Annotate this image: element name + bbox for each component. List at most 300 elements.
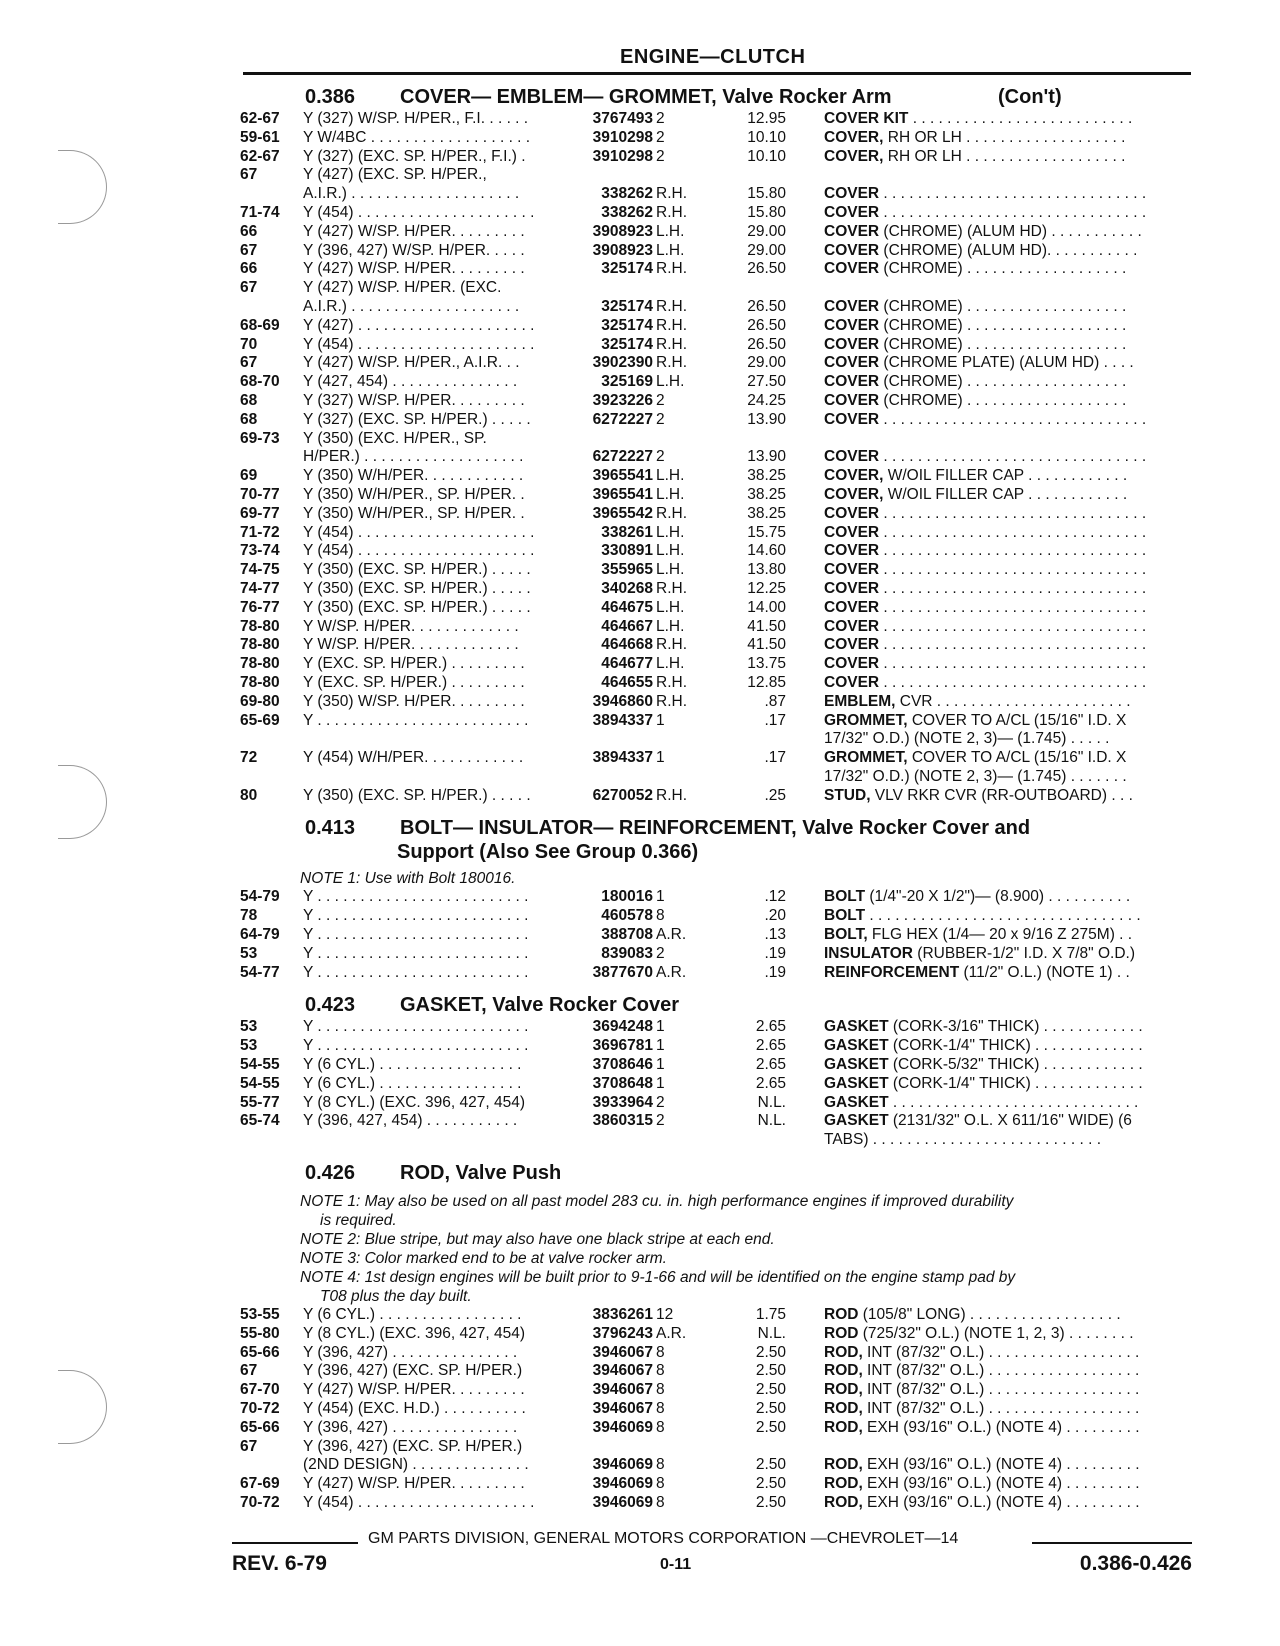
- part-name-detail: . . . . . . . . . . . . . . . . . . . . . . . . . . . . . . .: [879, 523, 1147, 541]
- table-row: [240, 204, 1192, 223]
- part-name: [824, 1381, 1194, 1400]
- application-desc: Y (454) . . . . . . . . . . . . . . . . . . . . .: [303, 335, 535, 353]
- list-price: 12.25: [747, 579, 786, 597]
- model-years: 67-70: [240, 1381, 280, 1399]
- table-row: [240, 1325, 1192, 1344]
- application-desc: Y (427) W/SP. H/PER. . . . . . . . .: [303, 222, 525, 240]
- application-desc: Y (427) (EXC. SP. H/PER.,: [303, 166, 487, 184]
- part-name-detail: . . . . . . . . . . . . . . . . . . . . . . . . . . . . .: [888, 1093, 1139, 1111]
- part-name-detail: (CHROME) . . . . . . . . . . . . . . . . . . .: [879, 391, 1127, 409]
- part-name-detail: RH OR LH . . . . . . . . . . . . . . . . . . .: [883, 147, 1126, 165]
- part-number: 180016: [601, 888, 653, 906]
- model-years: 67: [240, 279, 258, 297]
- part-name: [824, 1075, 1194, 1094]
- part-name-detail: W/OIL FILLER CAP . . . . . . . . . . . .: [883, 485, 1128, 503]
- part-number: 338262: [601, 185, 653, 203]
- section-code: 0.426: [305, 1162, 356, 1185]
- model-years: 69-73: [240, 429, 280, 447]
- part-name-bold: COVER: [824, 185, 880, 203]
- quantity: L.H.: [656, 598, 685, 616]
- part-number: 325174: [601, 260, 653, 278]
- section-title: BOLT— INSULATOR— REINFORCEMENT, Valve Rocker Cover and: [400, 817, 1031, 840]
- part-number: 464677: [601, 655, 653, 673]
- section-note: NOTE 3: Color marked end to be at valve rocker arm.: [300, 1250, 667, 1268]
- section-code: 0.423: [305, 994, 356, 1017]
- application-desc: Y (454) . . . . . . . . . . . . . . . . . . . . .: [303, 203, 535, 221]
- list-price: 2.65: [755, 1056, 786, 1074]
- part-number: 3908923: [592, 222, 653, 240]
- list-price: 13.75: [747, 655, 786, 673]
- application-desc: Y (350) (EXC. SP. H/PER.) . . . . .: [303, 579, 531, 597]
- part-name-bold: ROD: [824, 1306, 859, 1324]
- part-number: 355965: [601, 561, 653, 579]
- list-price: 26.50: [747, 316, 786, 334]
- list-price: 13.90: [747, 410, 786, 428]
- model-years: 69: [240, 467, 258, 485]
- part-name: [824, 486, 1194, 505]
- table-row: [240, 1131, 1192, 1150]
- model-years: 54-79: [240, 888, 280, 906]
- table-row: [240, 1306, 1192, 1325]
- list-price: 38.25: [747, 485, 786, 503]
- model-years: 59-61: [240, 128, 280, 146]
- part-name-detail: CVR . . . . . . . . . . . . . . . . . . . . . . .: [895, 692, 1131, 710]
- part-name: [824, 655, 1194, 674]
- quantity: 2: [656, 147, 665, 165]
- application-desc: Y . . . . . . . . . . . . . . . . . . . . . . . . .: [303, 944, 529, 962]
- part-number: 3946067: [592, 1343, 653, 1361]
- part-name-detail: EXH (93/16" O.L.) (NOTE 4) . . . . . . . . .: [862, 1475, 1140, 1493]
- application-desc: H/PER.) . . . . . . . . . . . . . . . . . . .: [303, 448, 524, 466]
- model-years: 69-77: [240, 504, 280, 522]
- table-row: [240, 1094, 1192, 1113]
- application-desc: Y (6 CYL.) . . . . . . . . . . . . . . . . .: [303, 1306, 522, 1324]
- part-name: [824, 148, 1194, 167]
- model-years: 55-80: [240, 1324, 280, 1342]
- part-number: 3946067: [592, 1381, 653, 1399]
- application-desc: Y (6 CYL.) . . . . . . . . . . . . . . . . .: [303, 1056, 522, 1074]
- table-row: [240, 730, 1192, 749]
- part-name-detail: INT (87/32" O.L.) . . . . . . . . . . . . . . . . . .: [862, 1400, 1140, 1418]
- part-number: 3910298: [592, 147, 653, 165]
- model-years: 62-67: [240, 147, 280, 165]
- part-name: [824, 467, 1194, 486]
- table-row: [240, 486, 1192, 505]
- list-price: 2.50: [755, 1343, 786, 1361]
- list-price: 2.50: [755, 1381, 786, 1399]
- section-note: NOTE 2: Blue stripe, but may also have one black stripe at each end.: [300, 1231, 775, 1249]
- application-desc: Y (EXC. SP. H/PER.) . . . . . . . . .: [303, 655, 525, 673]
- part-name: [824, 1018, 1194, 1037]
- binder-holes: [0, 0, 140, 1646]
- part-name-detail: (CHROME) . . . . . . . . . . . . . . . . . . .: [879, 260, 1127, 278]
- section-code: 0.413: [305, 817, 356, 840]
- list-price: N.L.: [757, 1324, 786, 1342]
- application-desc: A.I.R.) . . . . . . . . . . . . . . . . . . . .: [303, 297, 520, 315]
- part-number: 3796243: [592, 1324, 653, 1342]
- quantity: 2: [656, 448, 665, 466]
- part-name: [824, 693, 1194, 712]
- list-price: 14.60: [747, 542, 786, 560]
- model-years: 68: [240, 391, 258, 409]
- part-name-bold: COVER: [824, 504, 880, 522]
- part-number: 6270052: [592, 786, 653, 804]
- part-name-bold: COVER: [824, 617, 880, 635]
- part-name-bold: BOLT: [824, 907, 866, 925]
- part-name-bold: COVER: [824, 655, 880, 673]
- part-name-detail: (CORK-5/32" THICK) . . . . . . . . . . . .: [888, 1056, 1143, 1074]
- part-number: 3965542: [592, 504, 653, 522]
- table-row: [240, 1494, 1192, 1513]
- part-name-bold: ROD: [824, 1324, 859, 1342]
- part-name: [824, 749, 1194, 768]
- table-row: [240, 749, 1192, 768]
- part-number: 325174: [601, 297, 653, 315]
- application-desc: Y (350) (EXC. SP. H/PER.) . . . . .: [303, 561, 531, 579]
- list-price: 26.50: [747, 335, 786, 353]
- part-name: [824, 1131, 1194, 1150]
- model-years: 70-72: [240, 1494, 280, 1512]
- part-name-detail: (11/2" O.L.) (NOTE 1) . .: [959, 963, 1130, 981]
- part-number: 3708648: [592, 1074, 653, 1092]
- part-name-bold: GASKET: [824, 1037, 889, 1055]
- part-number: 6272227: [592, 448, 653, 466]
- list-price: 13.90: [747, 448, 786, 466]
- table-row: [240, 467, 1192, 486]
- part-name-detail: . . . . . . . . . . . . . . . . . . . . . . . . . . . . . . .: [879, 542, 1147, 560]
- application-desc: Y (427) W/SP. H/PER. . . . . . . . .: [303, 260, 525, 278]
- part-name-bold: COVER: [824, 523, 880, 541]
- part-name: [824, 1306, 1194, 1325]
- quantity: 12: [656, 1306, 674, 1324]
- quantity: 8: [656, 1494, 665, 1512]
- model-years: 67-69: [240, 1475, 280, 1493]
- part-name: [824, 298, 1194, 317]
- list-price: 15.75: [747, 523, 786, 541]
- quantity: 8: [656, 1418, 665, 1436]
- part-name-detail: (105/8" LONG) . . . . . . . . . . . . . . . . . .: [858, 1306, 1121, 1324]
- model-years: 54-55: [240, 1074, 280, 1092]
- list-price: 13.80: [747, 561, 786, 579]
- table-row: [240, 693, 1192, 712]
- list-price: 2.50: [755, 1475, 786, 1493]
- quantity: L.H.: [656, 222, 685, 240]
- part-name-detail: RH OR LH . . . . . . . . . . . . . . . . . . .: [883, 128, 1126, 146]
- part-name-bold: COVER: [824, 241, 880, 259]
- part-name-bold: ROD,: [824, 1400, 863, 1418]
- quantity: 8: [656, 1381, 665, 1399]
- part-name: [824, 1112, 1194, 1131]
- part-name: [824, 354, 1194, 373]
- part-number: 3965541: [592, 467, 653, 485]
- page-footer: [232, 1530, 1192, 1590]
- application-desc: Y . . . . . . . . . . . . . . . . . . . . . . . . .: [303, 1037, 529, 1055]
- application-desc: Y (EXC. SP. H/PER.) . . . . . . . . .: [303, 673, 525, 691]
- part-number: 3860315: [592, 1112, 653, 1130]
- part-name-bold: GASKET: [824, 1074, 889, 1092]
- table-row: [240, 223, 1192, 242]
- quantity: 1: [656, 888, 665, 906]
- part-name: [824, 542, 1194, 561]
- application-desc: Y . . . . . . . . . . . . . . . . . . . . . . . . .: [303, 963, 529, 981]
- quantity: 1: [656, 1056, 665, 1074]
- part-name-bold: GASKET: [824, 1112, 889, 1130]
- part-number: 3708646: [592, 1056, 653, 1074]
- table-row: [240, 110, 1192, 129]
- part-name: [824, 129, 1194, 148]
- part-name-detail: (CHROME PLATE) (ALUM HD) . . . .: [879, 354, 1134, 372]
- part-number: 3696781: [592, 1037, 653, 1055]
- table-row: [240, 1344, 1192, 1363]
- list-price: 2.50: [755, 1362, 786, 1380]
- part-name-bold: COVER: [824, 673, 880, 691]
- list-price: 24.25: [747, 391, 786, 409]
- application-desc: Y (327) W/SP. H/PER. . . . . . . . .: [303, 391, 525, 409]
- part-name: [824, 260, 1194, 279]
- table-row: [240, 129, 1192, 148]
- application-desc: Y (327) W/SP. H/PER., F.I. . . . . .: [303, 110, 529, 127]
- part-name: [824, 964, 1194, 983]
- section-title: COVER— EMBLEM— GROMMET, Valve Rocker Arm: [400, 86, 892, 108]
- model-years: 66: [240, 222, 258, 240]
- part-name-bold: EMBLEM,: [824, 692, 896, 710]
- model-years: 67: [240, 1362, 258, 1380]
- model-years: 66: [240, 260, 258, 278]
- part-name-bold: COVER: [824, 561, 880, 579]
- model-years: 78-80: [240, 655, 280, 673]
- part-number: 388708: [601, 926, 653, 944]
- model-years: 65-69: [240, 711, 280, 729]
- part-name-detail: INT (87/32" O.L.) . . . . . . . . . . . . . . . . . .: [862, 1381, 1140, 1399]
- part-name-detail: TABS) . . . . . . . . . . . . . . . . . . . . . . . . . . .: [824, 1131, 1102, 1149]
- section-note: NOTE 1: Use with Bolt 180016.: [300, 870, 516, 888]
- model-years: 65-66: [240, 1343, 280, 1361]
- application-desc: Y (454) . . . . . . . . . . . . . . . . . . . . .: [303, 1494, 535, 1512]
- table-row: [240, 674, 1192, 693]
- table-row: [240, 373, 1192, 392]
- part-name-bold: COVER: [824, 354, 880, 372]
- application-desc: Y . . . . . . . . . . . . . . . . . . . . . . . . .: [303, 907, 529, 925]
- quantity: R.H.: [656, 297, 687, 315]
- part-number: 460578: [601, 907, 653, 925]
- table-row: [240, 242, 1192, 261]
- part-name-detail: INT (87/32" O.L.) . . . . . . . . . . . . . . . . . .: [862, 1343, 1140, 1361]
- application-desc: Y (396, 427, 454) . . . . . . . . . . .: [303, 1112, 518, 1130]
- quantity: A.R.: [656, 1324, 687, 1342]
- quantity: 8: [656, 907, 665, 925]
- list-price: 26.50: [747, 297, 786, 315]
- part-number: 3946069: [592, 1475, 653, 1493]
- quantity: 8: [656, 1343, 665, 1361]
- section-gap: [240, 982, 1192, 992]
- application-desc: Y (427) W/SP. H/PER. . . . . . . . .: [303, 1381, 525, 1399]
- table-row: [240, 1456, 1192, 1475]
- list-price: 10.10: [747, 128, 786, 146]
- model-years: 70-72: [240, 1400, 280, 1418]
- part-name: [824, 1094, 1194, 1113]
- application-desc: Y (6 CYL.) . . . . . . . . . . . . . . . . .: [303, 1074, 522, 1092]
- list-price: .13: [764, 926, 786, 944]
- quantity: 1: [656, 1074, 665, 1092]
- quantity: A.R.: [656, 963, 687, 981]
- part-name-bold: GROMMET,: [824, 711, 908, 729]
- part-name-detail: (CHROME) . . . . . . . . . . . . . . . . . . .: [879, 373, 1127, 391]
- revision-date: REV. 6-79: [232, 1552, 327, 1575]
- quantity: R.H.: [656, 504, 687, 522]
- part-name-bold: COVER: [824, 222, 880, 240]
- part-name: [824, 110, 1194, 129]
- table-row: [240, 298, 1192, 317]
- list-price: .12: [764, 888, 786, 906]
- part-name: [824, 448, 1194, 467]
- part-name: [824, 787, 1194, 806]
- quantity: 1: [656, 1037, 665, 1055]
- table-row: [240, 185, 1192, 204]
- table-row: [240, 1018, 1192, 1037]
- section-code: 0.386: [305, 86, 356, 108]
- part-name-bold: COVER: [824, 316, 880, 334]
- part-name-bold: COVER: [824, 579, 880, 597]
- list-price: N.L.: [757, 1112, 786, 1130]
- part-name-bold: ROD,: [824, 1494, 863, 1512]
- table-row: [240, 926, 1192, 945]
- part-number: 464655: [601, 673, 653, 691]
- part-name: [824, 1037, 1194, 1056]
- part-name-detail: 17/32" O.D.) (NOTE 2, 3)— (1.745) . . . . . . .: [824, 767, 1127, 785]
- table-row: [240, 1419, 1192, 1438]
- table-row: [240, 599, 1192, 618]
- part-name-detail: (RUBBER-1/2" I.D. X 7/8" O.D.): [912, 944, 1136, 962]
- part-name: [824, 561, 1194, 580]
- table-row: [240, 411, 1192, 430]
- part-name: [824, 317, 1194, 336]
- model-years: 74-77: [240, 579, 280, 597]
- application-desc: Y (454) (EXC. H.D.) . . . . . . . . . .: [303, 1400, 526, 1418]
- list-price: 12.85: [747, 673, 786, 691]
- application-desc: Y W/4BC . . . . . . . . . . . . . . . . . . .: [303, 128, 531, 146]
- part-name-bold: ROD,: [824, 1418, 863, 1436]
- model-years: 68-70: [240, 373, 280, 391]
- part-name-bold: COVER KIT: [824, 110, 909, 127]
- application-desc: Y (327) (EXC. SP. H/PER.) . . . . .: [303, 410, 531, 428]
- model-years: 74-75: [240, 561, 280, 579]
- part-name: [824, 888, 1194, 907]
- table-row: [240, 392, 1192, 411]
- model-years: 78: [240, 907, 258, 925]
- table-row: [240, 1075, 1192, 1094]
- part-name-bold: ROD,: [824, 1475, 863, 1493]
- list-price: 41.50: [747, 636, 786, 654]
- model-years: 53: [240, 1037, 258, 1055]
- part-name: [824, 907, 1194, 926]
- part-name: [824, 1419, 1194, 1438]
- quantity: R.H.: [656, 786, 687, 804]
- table-row: [240, 524, 1192, 543]
- table-row: [240, 888, 1192, 907]
- section-gap: [240, 805, 1192, 815]
- table-row: [240, 787, 1192, 806]
- list-price: 2.65: [755, 1037, 786, 1055]
- quantity: R.H.: [656, 636, 687, 654]
- part-name: [824, 674, 1194, 693]
- table-row: [240, 505, 1192, 524]
- part-number: 3694248: [592, 1018, 653, 1036]
- section-note: NOTE 1: May also be used on all past model 283 cu. in. high performance engines if improved durability: [300, 1193, 1014, 1211]
- part-name: [824, 223, 1194, 242]
- list-price: 38.25: [747, 467, 786, 485]
- part-name: [824, 242, 1194, 261]
- list-price: 2.50: [755, 1494, 786, 1512]
- section-title: GASKET, Valve Rocker Cover: [400, 994, 680, 1017]
- part-name-detail: 17/32" O.D.) (NOTE 2, 3)— (1.745) . . . . .: [824, 730, 1110, 748]
- quantity: L.H.: [656, 485, 685, 503]
- model-years: 55-77: [240, 1093, 280, 1111]
- quantity: 8: [656, 1362, 665, 1380]
- footer-text: GM PARTS DIVISION, GENERAL MOTORS CORPORATION —CHEVROLET—14: [368, 1530, 959, 1547]
- part-name-detail: (1/4"-20 X 1/2")— (8.900) . . . . . . . . . .: [865, 888, 1131, 906]
- part-name-detail: . . . . . . . . . . . . . . . . . . . . . . . . . . . . . . .: [879, 636, 1147, 654]
- list-price: 12.95: [747, 110, 786, 127]
- part-name-bold: COVER,: [824, 147, 884, 165]
- section-title: ROD, Valve Push: [400, 1162, 562, 1185]
- title-rule: [243, 72, 1191, 75]
- part-name-bold: GROMMET,: [824, 749, 908, 767]
- quantity: R.H.: [656, 316, 687, 334]
- part-number: 325174: [601, 316, 653, 334]
- model-years: 69-80: [240, 692, 280, 710]
- part-name-bold: COVER,: [824, 467, 884, 485]
- part-name-bold: GASKET: [824, 1056, 889, 1074]
- part-name-detail: INT (87/32" O.L.) . . . . . . . . . . . . . . . . . .: [862, 1362, 1140, 1380]
- part-name-bold: COVER: [824, 410, 880, 428]
- part-name-bold: REINFORCEMENT: [824, 963, 960, 981]
- table-row: [240, 1438, 1192, 1457]
- part-name: [824, 505, 1194, 524]
- binder-hole-icon: [58, 150, 107, 224]
- quantity: 2: [656, 1112, 665, 1130]
- part-name-bold: COVER: [824, 448, 880, 466]
- part-number: 3910298: [592, 128, 653, 146]
- part-number: 3946069: [592, 1494, 653, 1512]
- application-desc: Y (350) W/H/PER., SP. H/PER. .: [303, 485, 525, 503]
- list-price: 15.80: [747, 203, 786, 221]
- table-row: [240, 448, 1192, 467]
- section-note: is required.: [320, 1212, 397, 1230]
- list-price: N.L.: [757, 1093, 786, 1111]
- part-number: 325174: [601, 335, 653, 353]
- part-name-detail: . . . . . . . . . . . . . . . . . . . . . . . . . . . . . . .: [879, 203, 1147, 221]
- application-desc: Y (327) (EXC. SP. H/PER., F.I.) .: [303, 147, 526, 165]
- binder-hole-icon: [58, 1370, 107, 1444]
- model-years: 67: [240, 166, 258, 184]
- part-name-bold: ROD,: [824, 1362, 863, 1380]
- table-row: [240, 945, 1192, 964]
- part-name-detail: . . . . . . . . . . . . . . . . . . . . . . . . . . . . . . .: [879, 448, 1147, 466]
- list-price: 2.50: [755, 1456, 786, 1474]
- part-number: 3902390: [592, 354, 653, 372]
- model-years: 71-74: [240, 203, 280, 221]
- part-name-bold: BOLT: [824, 888, 866, 906]
- part-name-detail: (2131/32" O.L. X 611/16" WIDE) (6: [888, 1112, 1132, 1130]
- part-name-detail: . . . . . . . . . . . . . . . . . . . . . . . . . .: [908, 110, 1133, 127]
- part-name-detail: (CHROME) (ALUM HD) . . . . . . . . . . .: [879, 222, 1142, 240]
- application-desc: Y (454) . . . . . . . . . . . . . . . . . . . . .: [303, 523, 535, 541]
- application-desc: Y (350) W/SP. H/PER. . . . . . . . .: [303, 692, 525, 710]
- part-name-bold: COVER: [824, 297, 880, 315]
- part-name-detail: . . . . . . . . . . . . . . . . . . . . . . . . . . . . . . .: [879, 185, 1147, 203]
- part-name-detail: (CORK-1/4" THICK) . . . . . . . . . . . . .: [888, 1037, 1143, 1055]
- part-name-detail: . . . . . . . . . . . . . . . . . . . . . . . . . . . . . . .: [879, 561, 1147, 579]
